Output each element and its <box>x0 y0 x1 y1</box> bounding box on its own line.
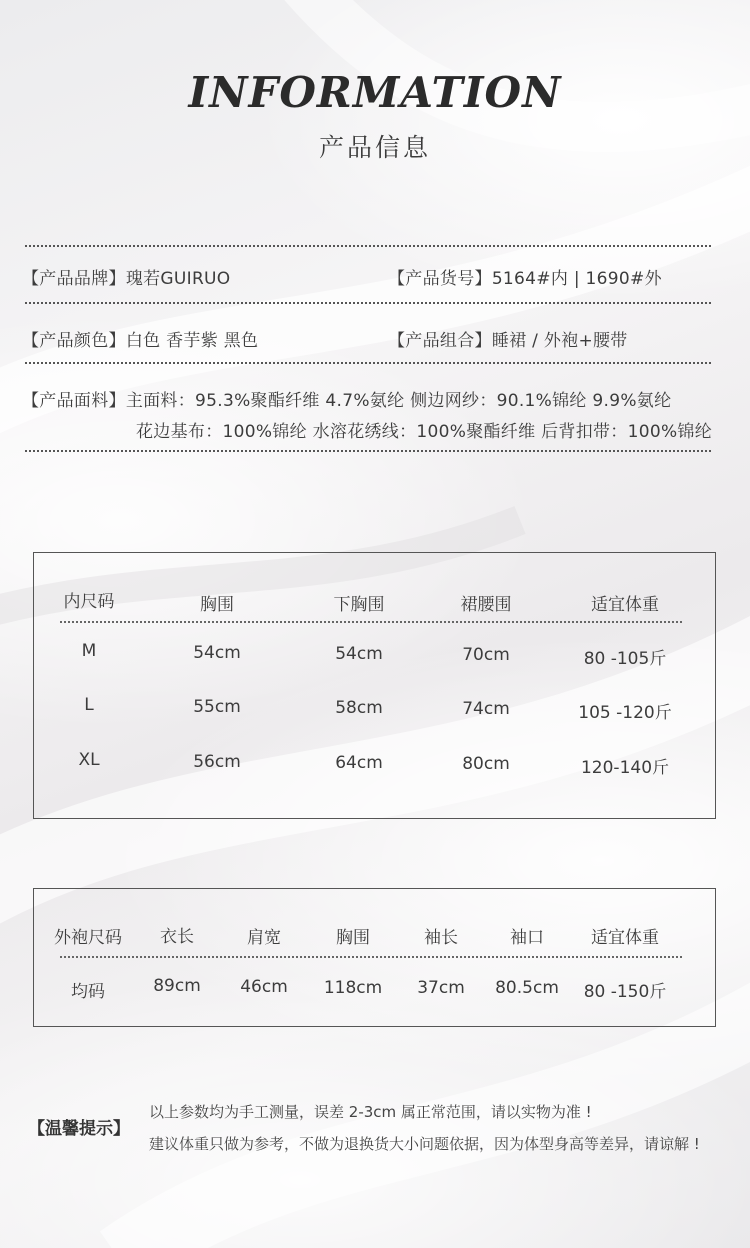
table-row-cell: 105 -120斤 <box>578 703 672 723</box>
table-row-cell: 89cm <box>153 976 201 996</box>
brand-row <box>22 264 230 289</box>
table-row-cell: L <box>84 695 94 715</box>
outer-header-weight: 适宜体重 <box>591 928 659 948</box>
table-row-cell: 55cm <box>193 697 241 717</box>
outer-header-cuff: 袖口 <box>510 928 544 948</box>
table-row-cell: 46cm <box>240 977 288 997</box>
table-row-cell: 56cm <box>193 752 241 772</box>
color-label: 【产品颜色】 <box>22 331 126 351</box>
table-row-cell: 54cm <box>193 643 241 663</box>
page-subtitle: 产品信息 <box>318 133 431 162</box>
table-row-cell: XL <box>78 750 100 770</box>
table-row-cell: 80.5cm <box>495 978 559 998</box>
inner-header-bust: 胸围 <box>200 595 234 615</box>
table-row-cell: 80 -150斤 <box>583 982 667 1002</box>
fabric-line-2: 花边基布：100%锦纶 水溶花绣线：100%聚酯纤维 后背扣带：100%锦纶 <box>136 422 713 442</box>
notice-line-2: 建议体重只做为参考，不做为退换货大小问题依据，因为体型身高等差异，请谅解 ! <box>149 1135 700 1153</box>
page-title: INFORMATION <box>188 68 562 117</box>
divider <box>25 362 711 364</box>
fabric-line-1: 主面料：95.3%聚酯纤维 4.7%氨纶 侧边网纱：90.1%锦纶 9.9%氨纶 <box>125 391 672 411</box>
table-row-cell: 58cm <box>335 698 383 718</box>
divider <box>60 956 682 958</box>
outer-header-length: 衣长 <box>160 927 194 947</box>
divider <box>25 245 711 247</box>
sku-label: 【产品货号】 <box>388 269 492 289</box>
outer-header-sleeve: 袖长 <box>424 928 458 948</box>
color-row <box>22 326 258 351</box>
fabric-label: 【产品面料】 <box>22 391 126 411</box>
notice-label: 【温馨提示】 <box>28 1119 130 1139</box>
inner-header-waist: 裙腰围 <box>460 595 512 615</box>
inner-header-underbust: 下胸围 <box>333 595 385 615</box>
fabric-row <box>22 386 671 411</box>
table-row-cell: 70cm <box>462 645 510 665</box>
table-row-cell: 80cm <box>462 754 510 774</box>
table-row-cell: 37cm <box>417 978 465 998</box>
brand-label: 【产品品牌】 <box>22 269 126 289</box>
table-row-cell: 120-140斤 <box>580 758 670 778</box>
table-row-cell: 118cm <box>323 978 383 998</box>
divider <box>60 621 682 623</box>
table-row-cell: 54cm <box>335 644 383 664</box>
brand-value: 瑰若GUIRUO <box>125 269 231 289</box>
sku-row <box>388 264 662 289</box>
divider <box>25 302 711 304</box>
outer-header-shoulder: 肩宽 <box>247 928 281 948</box>
table-row-cell: M <box>81 641 97 661</box>
inner-header-weight: 适宜体重 <box>591 595 659 615</box>
color-value: 白色 香芋紫 黑色 <box>125 331 259 351</box>
table-row-cell: 64cm <box>335 753 383 773</box>
table-row-cell: 80 -105斤 <box>583 649 667 669</box>
sku-value: 5164#内 | 1690#外 <box>491 269 662 289</box>
table-row-cell: 均码 <box>71 982 105 1002</box>
notice-line-1: 以上参数均为手工测量，误差 2-3cm 属正常范围，请以实物为准 ! <box>149 1103 592 1121</box>
outer-header-size: 外袍尺码 <box>54 928 122 948</box>
combo-row <box>388 326 628 351</box>
outer-header-bust: 胸围 <box>336 928 370 948</box>
inner-header-size: 内尺码 <box>63 592 115 612</box>
combo-label: 【产品组合】 <box>388 331 492 351</box>
table-row-cell: 74cm <box>462 699 510 719</box>
combo-value: 睡裙 / 外袍+腰带 <box>491 331 628 351</box>
divider <box>25 450 711 452</box>
